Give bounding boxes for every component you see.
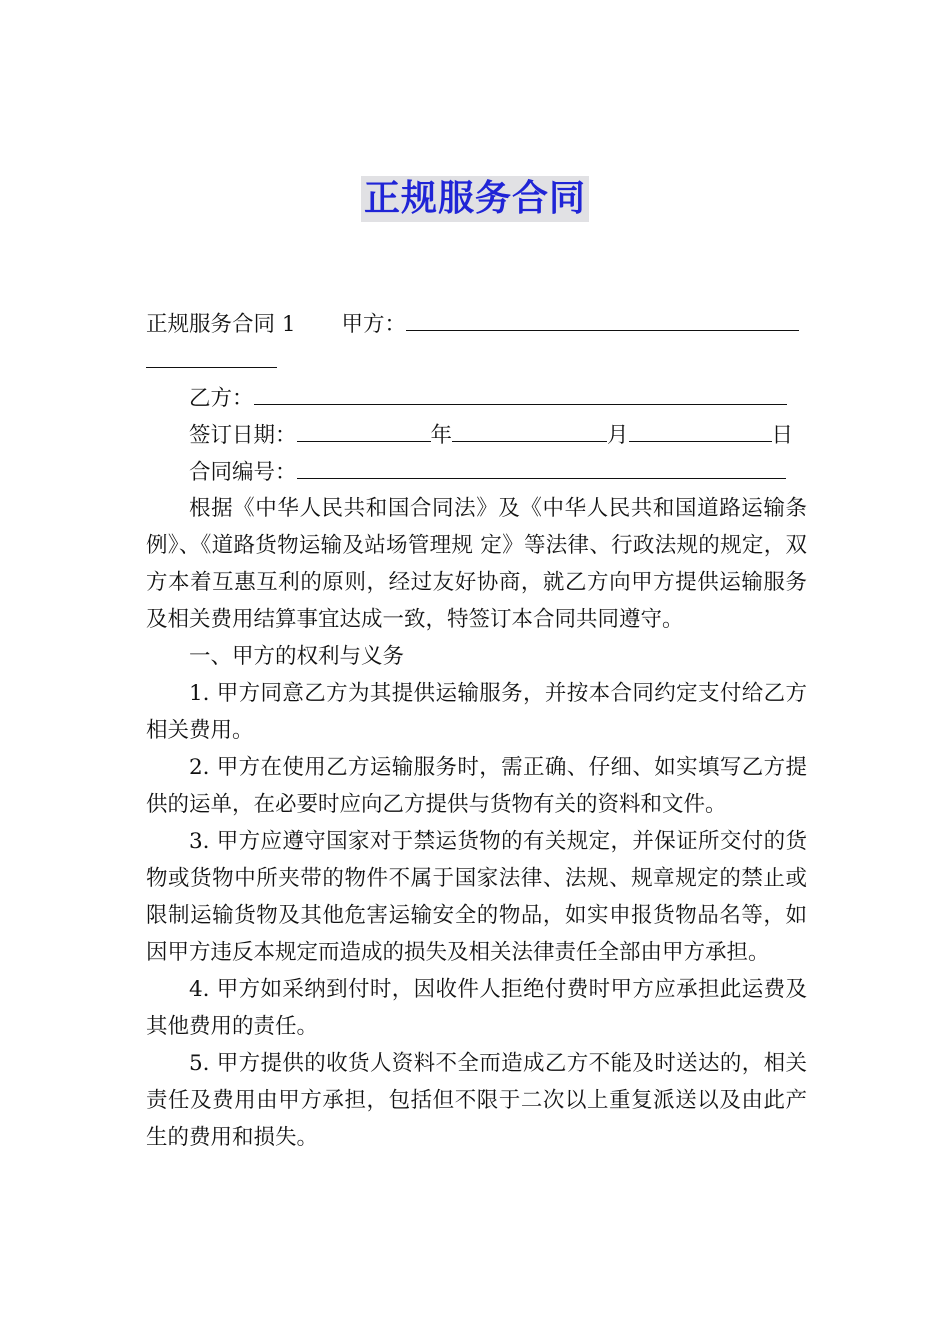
year-blank <box>297 416 431 442</box>
party-b-line <box>146 379 807 416</box>
contract-no-label: 合同编号： <box>189 460 297 485</box>
title-container <box>0 176 950 222</box>
sign-date-label: 签订日期： <box>189 423 297 448</box>
clause-4: 4. 甲方如采纳到付时，因收件人拒绝付费时甲方应承担此运费及其他费用的责任。 <box>146 977 807 1039</box>
contract-no-blank <box>297 453 786 479</box>
document-title: 正规服务合同 <box>361 176 589 222</box>
document-body <box>146 305 807 1156</box>
clause-3: 3. 甲方应遵守国家对于禁运货物的有关规定，并保证所交付的货物或货物中所夹带的物件不属于国家法律、法规、规章规定的禁止或限制运输货物及其他危害运输安全的物品，如实申报货物品名等，如因甲方违反本规定而造成的损失及相关法律责任全部由甲方承担。 <box>146 829 807 965</box>
party-b-blank <box>254 379 787 405</box>
party-a-line <box>146 305 807 342</box>
contract-no-line <box>146 453 807 490</box>
party-a-blank-continued <box>146 342 807 379</box>
party-b-label: 乙方： <box>189 386 254 411</box>
section-heading: 一、甲方的权利与义务 <box>189 644 405 669</box>
sign-date-line <box>146 416 807 453</box>
clause-5: 5. 甲方提供的收货人资料不全而造成乙方不能及时送达的，相关责任及费用由甲方承担，包括但不限于二次以上重复派送以及由此产生的费用和损失。 <box>146 1051 807 1150</box>
day-label: 日 <box>771 423 794 448</box>
month-label: 月 <box>607 423 629 448</box>
month-blank <box>452 416 607 442</box>
doc-label: 正规服务合同 1 <box>146 312 296 337</box>
preamble-paragraph: 根据《中华人民共和国合同法》及《中华人民共和国道路运输条例》、《道路货物运输及站场管理规 定》等法律、行政法规的规定，双方本着互惠互利的原则，经过友好协商，就乙方向甲方提供运输服务及相关费用结算事宜达成一致，特签订本合同共同遵守。 <box>146 496 807 632</box>
clause-1: 1. 甲方同意乙方为其提供运输服务，并按本合同约定支付给乙方相关费用。 <box>146 681 807 743</box>
clause-2: 2. 甲方在使用乙方运输服务时，需正确、仔细、如实填写乙方提供的运单，在必要时应向乙方提供与货物有关的资料和文件。 <box>146 755 807 817</box>
party-a-blank-2 <box>146 342 277 368</box>
year-label: 年 <box>430 423 453 448</box>
day-blank <box>629 416 772 442</box>
party-a-blank <box>406 305 799 331</box>
party-a-label: 甲方： <box>341 312 407 337</box>
